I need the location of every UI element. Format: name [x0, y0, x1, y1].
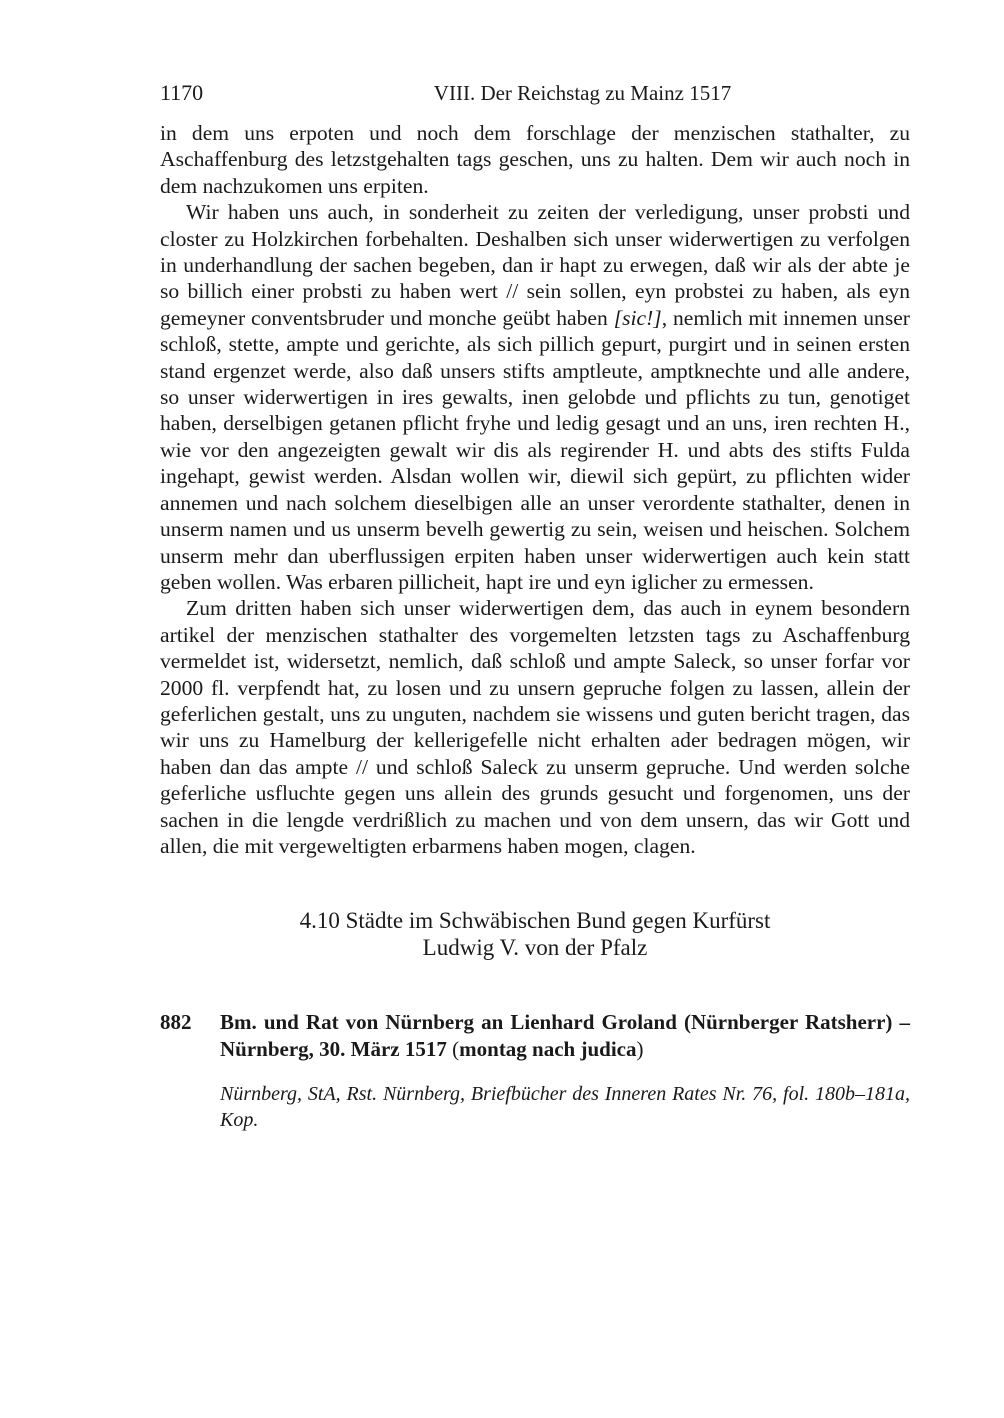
source-note: Nürnberg, StA, Rst. Nürnberg, Briefbücher des Inneren Rates Nr. 76, fol. 180b–181a, Kop.	[220, 1083, 910, 1132]
running-head	[160, 78, 910, 108]
document-title-paren-open: (	[446, 1037, 460, 1062]
page	[160, 78, 910, 1133]
document-entry	[160, 1009, 910, 1063]
document-number: 882	[160, 1010, 192, 1035]
section-heading-line-2: Ludwig V. von der Pfalz	[422, 935, 648, 961]
section-heading	[160, 907, 910, 961]
paragraph-2-part-b: , nemlich mit innemen unser schloß, stette, ampte und gerichte, als sich pillich gepurt, purgirt und in seinen ersten stand ergenzet werde, also daß unsers stifts amptleute, amptknechte und alle andere, so unser widerwertigen in ires gewalts, inen gelobde und pflichts zu tun, genotiget haben, derselbigen getanen pflicht fryhe und ledig gesagt und an uns, iren rechten H., wie vor den angezeigten gewalt wir dis als regirender H. und abts des stifts Fulda ingehapt, gewist werden. Alsdan wollen wir, diewil sich gepürt, zu pflichten wider annemen und nach solchem dieselbigen alle an unser verordente stathalter, denen in unserm namen und us unserm bevelh gewertig zu sein, weisen und heischen. Solchem unserm mehr dan uberflussigen erpiten haben unser widerwertigen auch kein statt geben wollen. Was erbaren pillicheit, hapt ire und eyn iglicher zu ermessen.	[160, 305, 910, 594]
paragraph-2	[160, 199, 910, 595]
body-text	[160, 120, 910, 859]
sic-note: [sic!]	[613, 305, 662, 330]
paragraph-2-part-a: Wir haben uns auch, in sonderheit zu zeiten der verledigung, unser probsti und closter zu Holzkirchen forbehalten. Deshalben sich unser widerwertigen zu verfolgen in underhandlung der sachen begeben, dan ir hapt zu erwegen, daß wir als der abte je so billich einer probsti zu haben wert // sein sollen, eyn probstei zu haben, als eyn gemeyner conventsbruder und monche geübt haben	[160, 200, 910, 330]
section-heading-line-1: 4.10 Städte im Schwäbischen Bund gegen Kurfürst	[299, 908, 771, 934]
document-title-main: Bm. und Rat von Nürnberg an Lienhard Groland (Nürnberger Ratsherr) – Nürnberg, 30. März 1517	[220, 1010, 910, 1062]
document-title	[220, 1009, 910, 1063]
chapter-title: VIII. Der Reichstag zu Mainz 1517	[433, 81, 732, 105]
paragraph-1: in dem uns erpoten und noch dem forschlage der menzischen stathalter, zu Aschaffenburg des letzstgehalten tags geschen, uns zu halten. Dem wir auch noch in dem nachzukomen uns erpiten.	[160, 121, 910, 198]
document-title-date-note: montag nach judica	[459, 1037, 637, 1062]
paragraph-3: Zum dritten haben sich unser widerwertigen dem, das auch in eynem besondern artikel der menzischen stathalter des vorgemelten letzsten tags zu Aschaffenburg vermeldet ist, widersetzt, nemlich, daß schloß und ampte Saleck, so unser forfar vor 2000 fl. verpfendt hat, zu losen und zu unsern gepruche folgen zu lassen, allein der geferlichen gestalt, uns zu unguten, nachdem sie wissens und guten bericht tragen, das wir uns zu Hamelburg der kellerigefelle nicht erhalten ader bedragen mögen, wir haben dan das ampte // und schloß Saleck zu unserm gepruche. Und werden solche geferliche usfluchte gegen uns allein des grunds gesucht und forgenomen, uns der sachen in die lengde verdrißlich zu machen und von dem unsern, das wir Gott und allen, die mit vergeweltigten erbarmens haben mogen, clagen.	[160, 596, 910, 858]
page-number: 1170	[160, 80, 204, 105]
document-title-paren-close: )	[636, 1037, 644, 1062]
